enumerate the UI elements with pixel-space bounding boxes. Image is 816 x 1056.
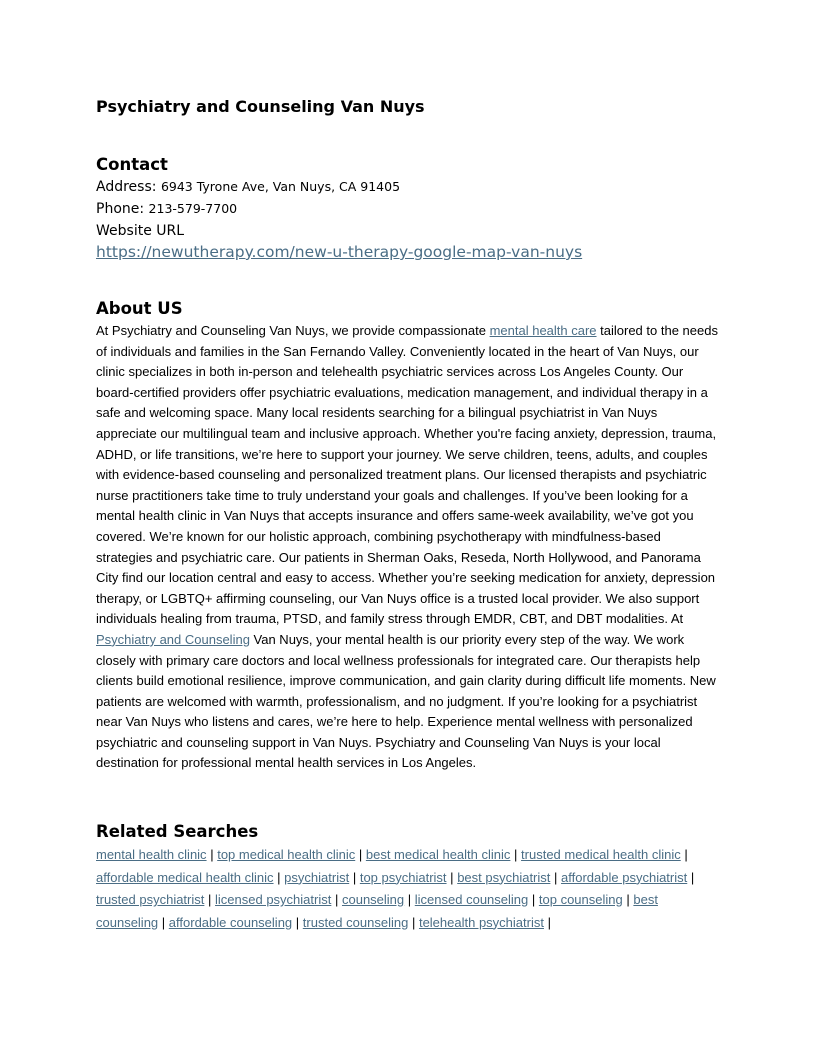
related-searches-section	[96, 821, 720, 934]
about-text-2: tailored to the needs of individuals and families in the San Fernando Valley. Conveniently located in the heart of Van Nuys, our clinic specializes in both in-person and telehealth psychiatric services across Los Angeles County. Our board-certified providers offer psychiatric evaluations, medication management, and individual therapy in a safe and welcoming space. Many local residents searching for a bilingual psychiatrist in Van Nuys appreciate our multilingual team and inclusive approach. Whether you're facing anxiety, depression, trauma, ADHD, or life transitions, we’re here to support your journey. We serve children, teens, adults, and couples with evidence-based counseling and personalized treatment plans. Our licensed therapists and psychiatric nurse practitioners take time to truly understand your goals and challenges. If you’ve been looking for a mental health clinic in Van Nuys that accepts insurance and offers same-week availability, we’ve got you covered. We’re known for our holistic approach, combining psychotherapy with mindfulness-based strategies and psychiatric care. Our patients in Sherman Oaks, Reseda, North Hollywood, and Panorama City find our location central and easy to access. Whether you’re seeking medication for anxiety, depression therapy, or LGBTQ+ affirming counseling, our Van Nuys office is a trusted local provider. We also support individuals healing from trauma, PTSD, and family stress through EMDR, CBT, and DBT modalities. At	[96, 323, 718, 627]
related-search-separator: |	[531, 892, 536, 908]
about-heading: About US	[96, 299, 183, 318]
related-search-separator: |	[411, 914, 416, 930]
related-searches-list	[96, 844, 720, 934]
related-search-separator: |	[626, 892, 630, 908]
related-search-separator: |	[277, 869, 281, 885]
related-search-link[interactable]: psychiatrist	[284, 869, 350, 885]
related-search-link[interactable]: best psychiatrist	[457, 869, 551, 885]
address-label: Address:	[96, 179, 157, 195]
related-search-separator: |	[684, 847, 688, 863]
about-text-1: At Psychiatry and Counseling Van Nuys, we provide compassionate	[96, 323, 490, 338]
mental-health-care-link[interactable]: mental health care	[489, 323, 597, 338]
related-search-separator: |	[334, 892, 339, 908]
related-search-separator: |	[514, 847, 518, 863]
related-search-link[interactable]: counseling	[341, 892, 405, 908]
related-search-separator: |	[295, 914, 300, 930]
related-search-link[interactable]: licensed psychiatrist	[215, 892, 332, 908]
document-content	[96, 96, 720, 934]
related-search-separator: |	[407, 892, 412, 908]
related-search-link[interactable]: best medical health clinic	[365, 847, 511, 863]
website-label: Website URL	[96, 223, 185, 239]
related-search-link[interactable]: top counseling	[538, 892, 623, 908]
related-searches-heading: Related Searches	[96, 822, 259, 842]
related-search-link[interactable]: licensed counseling	[414, 892, 529, 908]
related-search-separator: |	[547, 914, 551, 930]
about-paragraph	[96, 321, 720, 774]
related-search-link[interactable]: best counseling	[96, 892, 658, 930]
contact-heading: Contact	[96, 155, 168, 174]
about-section	[96, 298, 720, 774]
related-search-link[interactable]: trusted psychiatrist	[96, 892, 205, 908]
related-search-separator: |	[450, 869, 454, 885]
related-search-link[interactable]: mental health clinic	[96, 847, 207, 863]
related-search-link[interactable]: affordable psychiatrist	[561, 869, 688, 885]
website-link[interactable]: https://newutherapy.com/new-u-therapy-google-map-van-nuys	[96, 243, 583, 261]
about-text-3: Van Nuys, your mental health is our priority every step of the way. We work closely with primary care doctors and local wellness professionals for integrated care. Our therapists help clients build emotional resilience, improve communication, and gain clarity during difficult life moments. New patients are welcomed with warmth, professionalism, and no judgment. If you’re looking for a psychiatrist near Van Nuys who listens and cares, we’re here to help. Experience mental wellness with personalized psychiatric and counseling support in Van Nuys. Psychiatry and Counseling Van Nuys is your local destination for professional mental health services in Los Angeles.	[96, 631, 716, 771]
related-search-link[interactable]: top psychiatrist	[359, 869, 447, 885]
related-search-link[interactable]: affordable counseling	[168, 914, 293, 930]
related-search-link[interactable]: trusted medical health clinic	[521, 847, 681, 863]
page-title: Psychiatry and Counseling Van Nuys	[96, 97, 425, 116]
phone-line	[96, 198, 720, 220]
related-search-link[interactable]: trusted counseling	[302, 914, 409, 930]
phone-label: Phone:	[96, 201, 145, 217]
related-search-separator: |	[210, 847, 214, 863]
related-search-link[interactable]: top medical health clinic	[217, 847, 356, 863]
related-search-separator: |	[554, 869, 558, 885]
related-search-separator: |	[161, 914, 166, 930]
related-search-link[interactable]: affordable medical health clinic	[96, 869, 274, 885]
related-search-link[interactable]: telehealth psychiatrist	[418, 914, 544, 930]
address-line	[96, 176, 720, 198]
related-search-separator: |	[208, 892, 212, 908]
contact-section	[96, 154, 720, 262]
related-search-separator: |	[690, 869, 695, 885]
address-value: 6943 Tyrone Ave, Van Nuys, CA 91405	[160, 179, 401, 194]
related-search-separator: |	[352, 869, 357, 885]
phone-value: 213-579-7700	[148, 201, 238, 216]
related-search-separator: |	[358, 847, 363, 863]
psychiatry-and-counseling-link[interactable]: Psychiatry and Counseling	[96, 631, 250, 647]
